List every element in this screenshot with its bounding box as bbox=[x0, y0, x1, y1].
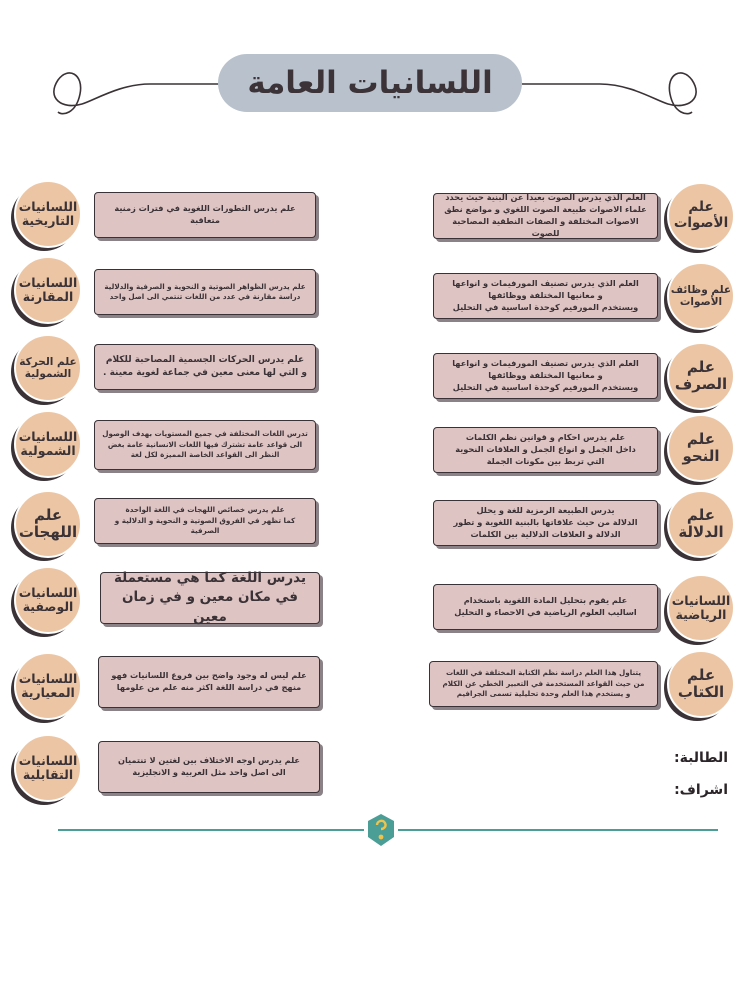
definition-box-universal: تدرس اللغات المختلفة في جميع المستويات بهدف الوصول الى قواعد عامة تشترك فيها اللغات الانسانية عامة بغض النظر الى القواعد الخاصة المميزة لكل لغة bbox=[94, 420, 316, 470]
definition-box-comparative: علم يدرس الظواهر الصوتية و النحوية و الصرفية والدلالية دراسة مقارنة في عدد من اللغات تنتمي الى اصل واحد bbox=[94, 269, 316, 315]
term-circle-dialects: علم اللهجات bbox=[14, 490, 82, 558]
definition-box-historical: علم يدرس التطورات اللغوية في فترات زمنية متعاقبة bbox=[94, 192, 316, 238]
definition-box-semantics: يدرس الطبيعة الرمزية للغة و يحلل الدلالة من حيث علاقاتها بالبنية اللغوية و تطور الدلالة و العلاقات الدلالية بين الكلمات bbox=[433, 500, 658, 546]
definition-box-phonology: العلم الذي يدرس تصنيف المورفيمات و انواعها و معانيها المختلفة ووظائفها ويستخدم المورفيم كوحدة اساسية في التحليل bbox=[433, 273, 658, 319]
definition-box-writing: يتناول هذا العلم دراسة نظم الكتابة المختلفة في اللغات من حيث القواعد المستخدمة في التعبير الخطي عن الكلام و يستخدم هذا العلم وحدة تحليلية تسمى الجرافيم bbox=[429, 661, 658, 707]
term-circle-contrastive: اللسانيات التقابلية bbox=[14, 734, 82, 802]
student-label: الطالبة: bbox=[673, 750, 728, 766]
term-circle-writing: علم الكتاب bbox=[667, 650, 735, 718]
definition-box-phonetics: العلم الذي يدرس الصوت بعيدا عن البنية حيث يحدد علماء الاصوات طبيعة الصوت اللغوي و مواضع نطق الاصوات المختلفة و الصفات النطقية المصاحبة للصوت bbox=[433, 193, 658, 239]
term-circle-normative: اللسانيات المعيارية bbox=[14, 652, 82, 720]
term-circle-syntax: علم النحو bbox=[667, 414, 735, 482]
term-circle-kinesics: علم الحركة الشمولية bbox=[14, 334, 82, 402]
term-circle-semantics: علم الدلالة bbox=[667, 490, 735, 558]
definition-box-morphology: العلم الذي يدرس تصنيف المورفيمات و انواعها و معانيها المختلفة ووظائفها ويستخدم المورفيم كوحدة اساسية في التحليل bbox=[433, 353, 658, 399]
definition-box-normative: علم ليس له وجود واضح بين فروع اللسانيات فهو منهج في دراسة اللغة اكثر منه علم من علومها bbox=[98, 656, 320, 708]
term-circle-universal: اللسانيات الشمولية bbox=[14, 410, 82, 478]
definition-box-kinesics: علم يدرس الحركات الجسمية المصاحبة للكلام و التي لها معنى معين في جماعة لغوية معينة . bbox=[94, 344, 316, 390]
definition-box-math-linguistics: علم يقوم بتحليل المادة اللغوية باستخدام اساليب العلوم الرياضية في الاحصاء و التحليل bbox=[433, 584, 658, 630]
title-pill bbox=[218, 54, 522, 112]
footer-divider-left bbox=[58, 829, 364, 831]
title-banner bbox=[0, 40, 750, 130]
definition-box-dialects: علم يدرس خصائص اللهجات في اللغة الواحدة كما تظهر في الفروق الصوتية و النحوية و الدلالية و الصرفية bbox=[94, 498, 316, 544]
leaf-logo-icon bbox=[366, 813, 396, 851]
footer-divider-right bbox=[398, 829, 718, 831]
term-circle-phonetics: علم الأصوات bbox=[667, 182, 735, 250]
term-circle-morphology: علم الصرف bbox=[667, 342, 735, 410]
definition-box-contrastive: علم يدرس اوجه الاختلاف بين لغتين لا تنتميان الى اصل واحد مثل العربية و الانجليزية bbox=[98, 741, 320, 793]
term-circle-math-linguistics: اللسانيات الرياضية bbox=[667, 574, 735, 642]
term-circle-phonology: علم وظائف الأصوات bbox=[667, 262, 735, 330]
definition-box-syntax: علم يدرس احكام و قوانين نظم الكلمات داخل الجمل و انواع الجمل و العلاقات النحوية التي تربط بين مكونات الجملة bbox=[433, 427, 658, 473]
term-circle-descriptive: اللسانيات الوصفية bbox=[14, 566, 82, 634]
supervisor-label: اشراف: bbox=[674, 782, 728, 798]
page-title: اللسانيات العامة bbox=[247, 65, 493, 101]
definition-box-descriptive: يدرس اللغة كما هي مستعملة في مكان معين و في زمان معين bbox=[100, 572, 320, 624]
term-circle-historical: اللسانيات التاريخية bbox=[14, 180, 82, 248]
term-circle-comparative: اللسانيات المقارنة bbox=[14, 256, 82, 324]
